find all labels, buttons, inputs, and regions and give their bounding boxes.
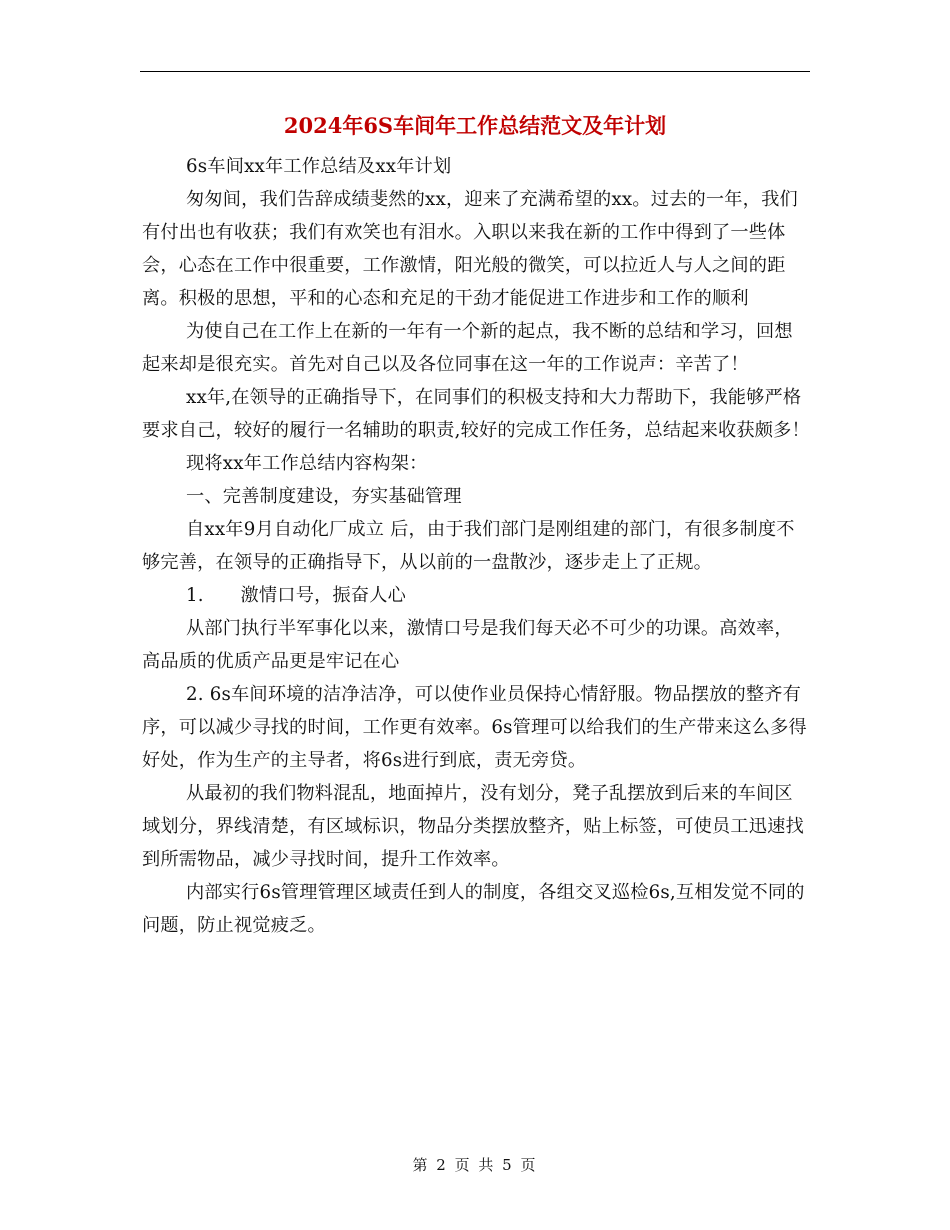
paragraph-inspection: 内部实行6s管理管理区域责任到人的制度，各组交叉巡检6s,互相发觉不同的问题，防止视觉疲乏。 xyxy=(142,882,805,936)
paragraph-workshop: 从最初的我们物料混乱，地面掉片，没有划分，凳子乱摆放到后来的车间区域划分，界线清楚，有区域标识，物品分类摆放整齐，贴上标签，可使员工迅速找到所需物品，减少寻找时间，提升工作效率。 xyxy=(142,783,804,870)
document-title: 2024年6S车间年工作总结范文及年计划 xyxy=(283,113,667,138)
page-footer: 第 2 页 共 5 页 xyxy=(412,1156,538,1174)
paragraph-slogan: 从部门执行半军事化以来，激情口号是我们每天必不可少的功课。高效率，高品质的优质产品更是牢记在心 xyxy=(142,618,793,672)
paragraph-achievements: xx年,在领导的正确指导下，在同事们的积极支持和大力帮助下，我能够严格要求自己，较好的履行一名辅助的职责,较好的完成工作任务，总结起来收获颇多！ xyxy=(142,387,810,441)
paragraph-outline: 现将xx年工作总结内容构架： xyxy=(186,453,428,474)
section-heading-1: 一、完善制度建设，夯实基础管理 xyxy=(186,486,462,507)
document-body xyxy=(142,150,810,942)
list-item-2: 2. 6s车间环境的洁净洁净，可以使作业员保持心情舒服。物品摆放的整齐有序，可以减少寻找的时间，工作更有效率。6s管理可以给我们的生产带来这么多得好处，作为生产的主导者，将6s进行到底，责无旁贷。 xyxy=(142,684,807,771)
paragraph-section-1: 自xx年9月自动化厂成立 后，由于我们部门是刚组建的部门，有很多制度不够完善，在领导的正确指导下，从以前的一盘散沙，逐步走上了正规。 xyxy=(142,519,795,573)
header-rule xyxy=(140,71,810,72)
paragraph-intro: 匆匆间，我们告辞成绩斐然的xx，迎来了充满希望的xx。过去的一年，我们有付出也有收获；我们有欢笑也有泪水。入职以来我在新的工作中得到了一些体会，心态在工作中很重要，工作激情，阳光般的微笑，可以拉近人与人之间的距离。积极的思想，平和的心态和充足的干劲才能促进工作进步和工作的顺利 xyxy=(142,189,798,309)
paragraph-subtitle: 6s车间xx年工作总结及xx年计划 xyxy=(186,156,452,177)
list-item-1: 1. 激情口号，振奋人心 xyxy=(186,585,407,606)
paragraph-summary: 为使自己在工作上在新的一年有一个新的起点，我不断的总结和学习，回想起来却是很充实。首先对自己以及各位同事在这一年的工作说声：辛苦了！ xyxy=(142,321,793,375)
